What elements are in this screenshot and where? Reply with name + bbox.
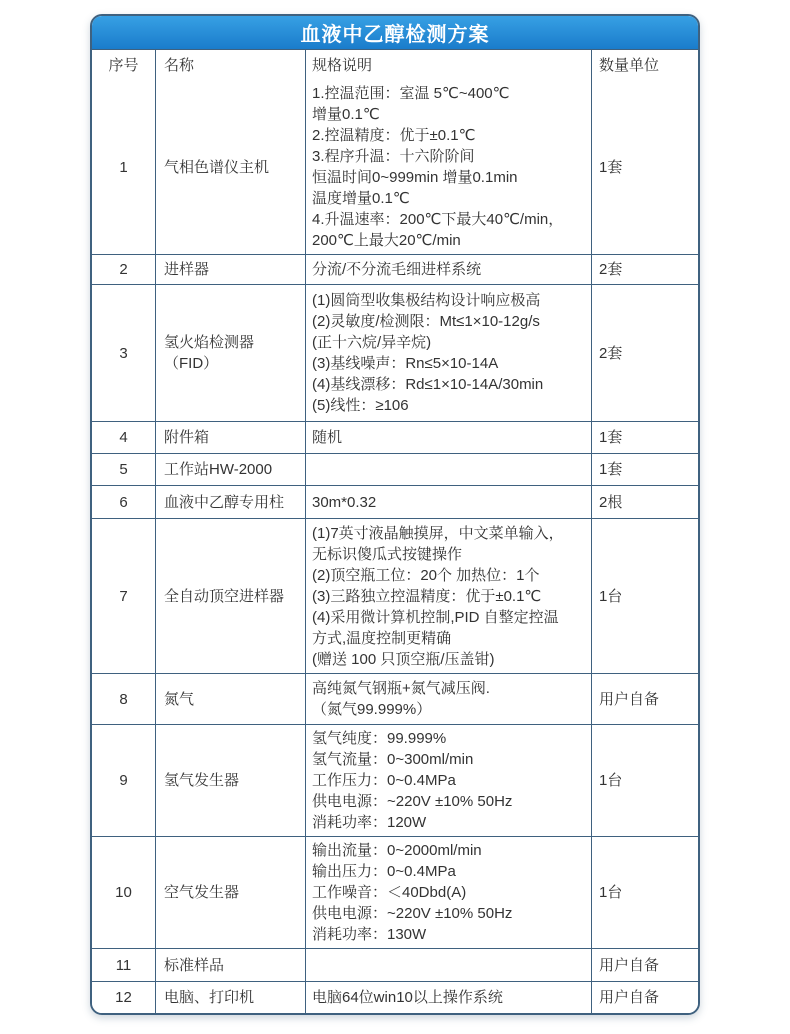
spec-line: (赠送 100 只顶空瓶/压盖钳) <box>312 650 495 668</box>
item-spec <box>305 725 591 836</box>
item-name: 血液中乙醇专用柱 <box>155 486 305 518</box>
table-row <box>92 80 698 254</box>
spec-line: 供电电源：~220V ±10% 50Hz <box>312 793 513 810</box>
item-name: 气相色谱仪主机 <box>155 80 305 254</box>
spec-line: 输出流量：0~2000ml/min <box>312 842 482 859</box>
spec-line: (2)顶空瓶工位：20个 加热位：1个 <box>312 566 540 584</box>
item-spec <box>305 674 591 724</box>
row-index: 8 <box>119 690 128 708</box>
item-quantity: 1台 <box>591 725 698 836</box>
row-index: 6 <box>119 493 128 511</box>
item-name: 进样器 <box>155 255 305 284</box>
item-quantity: 1套 <box>591 422 698 453</box>
row-index: 2 <box>119 261 128 278</box>
table-header-row <box>92 49 698 80</box>
column-header-quantity: 数量单位 <box>591 50 698 80</box>
spec-line: 3.程序升温：十六阶阶间 <box>312 148 475 165</box>
spec-line: 2.控温精度：优于±0.1℃ <box>312 127 476 144</box>
item-quantity: 1台 <box>591 519 698 673</box>
item-quantity: 2套 <box>591 285 698 421</box>
spec-line: (3)基线噪声：Rn≤5×10-14A <box>312 355 499 372</box>
item-quantity: 用户自备 <box>591 982 698 1013</box>
spec-line: 增量0.1℃ <box>312 106 380 123</box>
spec-line: 供电电源：~220V ±10% 50Hz <box>312 905 513 922</box>
row-index: 5 <box>119 461 128 478</box>
spec-line: 方式,温度控制更精确 <box>312 629 452 647</box>
spec-line: 消耗功率：130W <box>312 926 427 943</box>
spec-line: 氢气纯度：99.999% <box>312 730 447 747</box>
item-spec <box>305 519 591 673</box>
spec-line: 4.升温速率：200℃下最大40℃/min， <box>312 211 564 228</box>
row-index: 4 <box>119 429 128 446</box>
spec-line: 氢气流量：0~300ml/min <box>312 751 474 768</box>
table-title: 血液中乙醇检测方案 <box>92 16 698 49</box>
item-name: 氢火焰检测器（FID） <box>155 285 305 421</box>
column-header-index: 序号 <box>108 56 139 74</box>
spec-line: 200℃上最大20℃/min <box>312 232 461 249</box>
item-quantity: 2根 <box>591 486 698 518</box>
row-index: 10 <box>115 884 132 901</box>
item-name: 空气发生器 <box>155 837 305 948</box>
item-name: 电脑、打印机 <box>155 982 305 1013</box>
column-header-spec: 规格说明 <box>305 50 591 80</box>
table-row <box>92 724 698 836</box>
row-index: 7 <box>119 587 128 605</box>
item-spec <box>305 837 591 948</box>
row-index: 11 <box>115 956 132 974</box>
table-row <box>92 836 698 948</box>
column-header-name: 名称 <box>155 50 305 80</box>
spec-line: 工作压力：0~0.4MPa <box>312 772 456 789</box>
spec-line: 30m*0.32 <box>312 493 377 511</box>
item-spec <box>305 982 591 1013</box>
table-row <box>92 518 698 673</box>
item-spec <box>305 80 591 254</box>
item-quantity: 2套 <box>591 255 698 284</box>
spec-line: (3)三路独立控温精度：优于±0.1℃ <box>312 587 542 605</box>
table-row <box>92 673 698 724</box>
row-index: 3 <box>119 344 128 362</box>
spec-line: (正十六烷/异辛烷) <box>312 334 432 351</box>
spec-line: 高纯氮气钢瓶+氮气减压阀. <box>312 680 490 697</box>
item-quantity: 1套 <box>591 80 698 254</box>
item-name: 附件箱 <box>155 422 305 453</box>
table-row <box>92 284 698 421</box>
spec-line: (1)圆筒型收集极结构设计响应极高 <box>312 292 541 309</box>
spec-line: (2)灵敏度/检测限：Mt≤1×10-12g/s <box>312 313 540 330</box>
item-spec <box>305 422 591 453</box>
spec-line: 分流/不分流毛细进样系统 <box>312 261 482 278</box>
item-spec <box>305 486 591 518</box>
spec-line: 工作噪音：＜40Dbd(A) <box>312 884 467 901</box>
spec-line: 温度增量0.1℃ <box>312 190 410 207</box>
spec-line: 输出压力：0~0.4MPa <box>312 863 456 880</box>
spec-line: 消耗功率：120W <box>312 814 427 831</box>
row-index: 12 <box>115 989 132 1006</box>
item-quantity: 用户自备 <box>591 949 698 981</box>
spec-table-card <box>90 14 700 1015</box>
spec-line: （氮气99.999%） <box>312 701 432 718</box>
item-name: 全自动顶空进样器 <box>155 519 305 673</box>
table-row <box>92 453 698 485</box>
spec-line: 电脑64位win10以上操作系统 <box>312 989 503 1006</box>
spec-line: 恒温时间0~999min 增量0.1min <box>312 169 518 186</box>
item-name: 氮气 <box>155 674 305 724</box>
table-row <box>92 948 698 981</box>
table-row <box>92 485 698 518</box>
table-row <box>92 421 698 453</box>
item-quantity: 用户自备 <box>591 674 698 724</box>
row-index: 1 <box>119 158 128 176</box>
item-spec <box>305 454 591 485</box>
item-spec <box>305 255 591 284</box>
spec-line: (4)基线漂移：Rd≤1×10-14A/30min <box>312 376 544 393</box>
item-name: 工作站HW-2000 <box>155 454 305 485</box>
item-spec <box>305 949 591 981</box>
table-row <box>92 254 698 284</box>
row-index: 9 <box>119 772 128 789</box>
spec-line: 随机 <box>312 429 343 446</box>
item-name: 标准样品 <box>155 949 305 981</box>
item-quantity: 1套 <box>591 454 698 485</box>
item-spec <box>305 285 591 421</box>
spec-line: 1.控温范围：室温 5℃~400℃ <box>312 85 510 102</box>
spec-line: (1)7英寸液晶触摸屏，中文菜单输入， <box>312 524 564 542</box>
item-name: 氢气发生器 <box>155 725 305 836</box>
spec-line: (5)线性：≥106 <box>312 397 409 414</box>
item-quantity: 1台 <box>591 837 698 948</box>
spec-line: 无标识傻瓜式按键操作 <box>312 545 463 563</box>
table-row <box>92 981 698 1013</box>
spec-line: (4)采用微计算机控制,PID 自整定控温 <box>312 608 559 626</box>
table-body <box>92 80 698 1013</box>
